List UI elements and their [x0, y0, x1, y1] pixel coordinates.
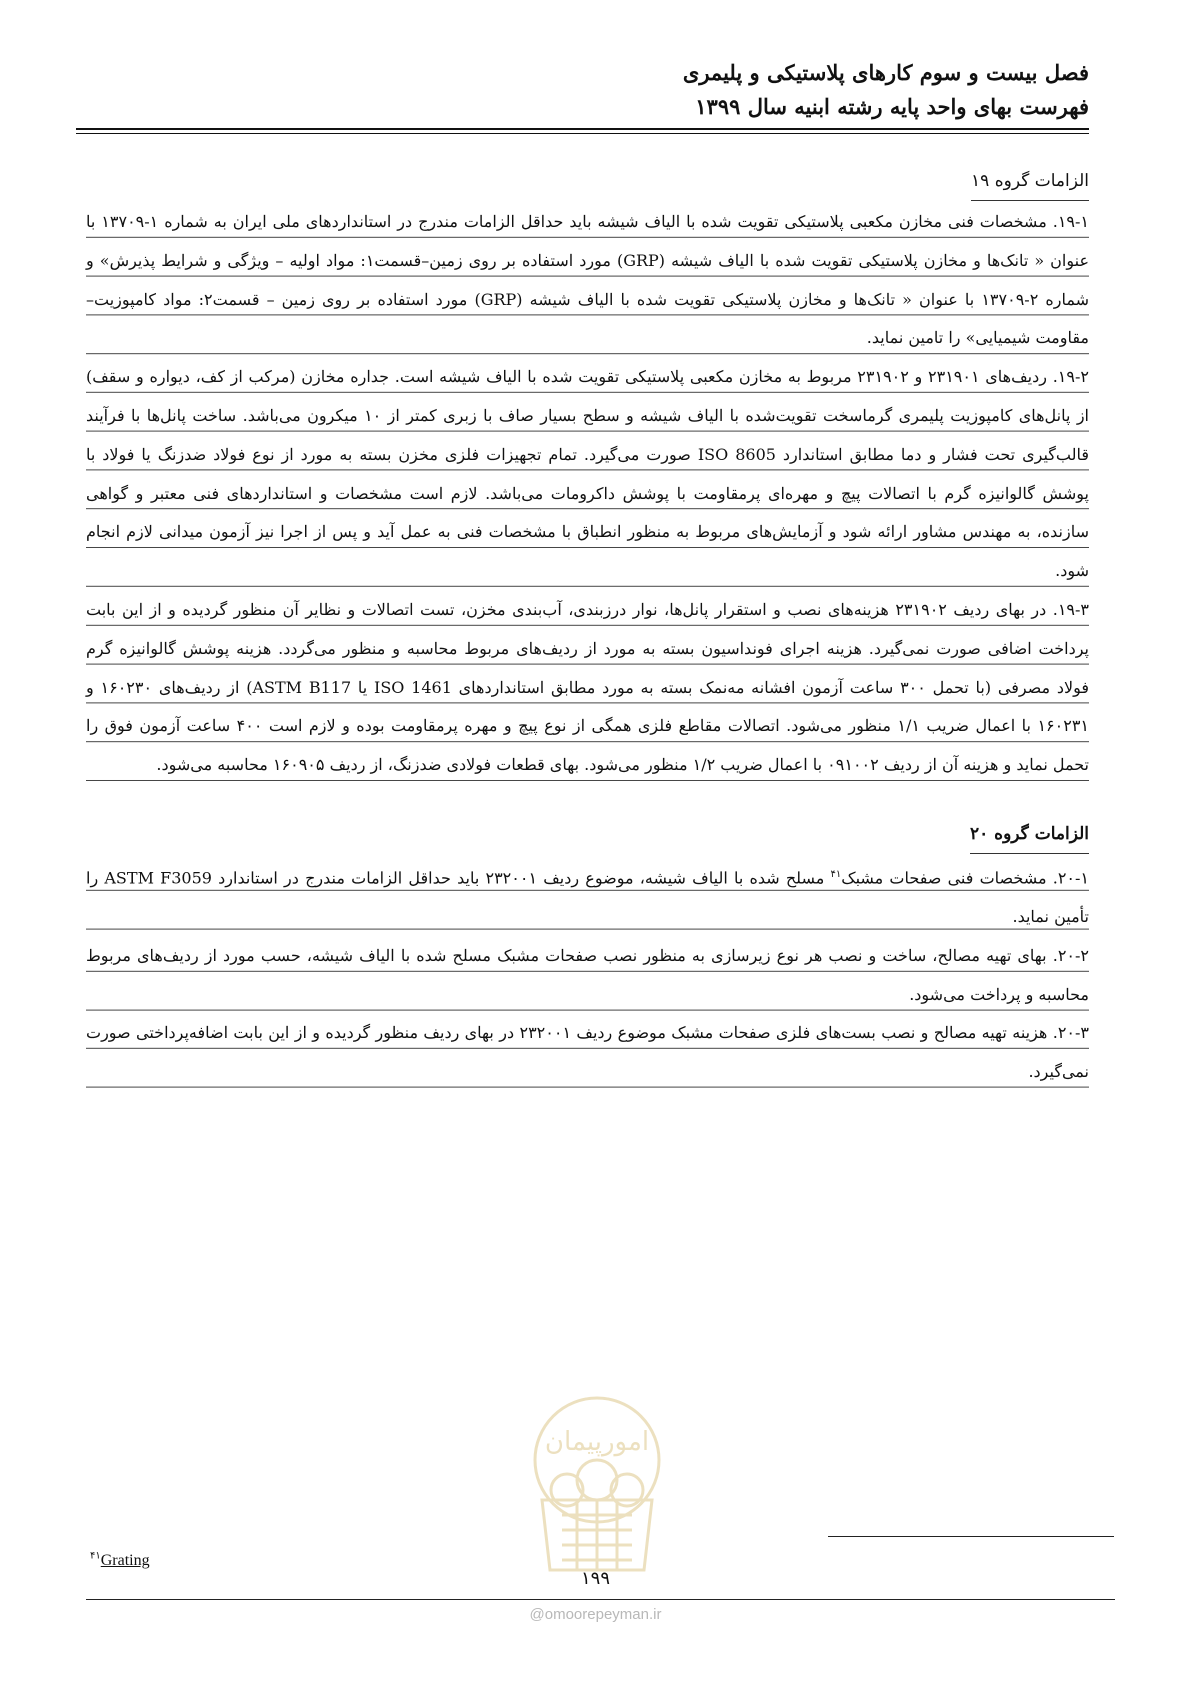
document-body: [86, 162, 1089, 1092]
footnote: [90, 1550, 150, 1570]
footnote-number: ۴۱: [90, 1550, 101, 1562]
paragraph-19-3: ۱۹-۳. در بهای ردیف ۲۳۱۹۰۲ هزینه‌های نصب و استقرار پانل‌ها، نوار درزبندی، آب‌بندی مخزن، تست اتصالات و نظایر آن منظور گردیده و از این بابت پرداخت اضافی صورت نمی‌گیرد. هزینه اجرای فونداسیون بسته به مورد از ردیف‌های مربوط محاسبه و منظور می‌گردد. هزینه پوشش گالوانیزه گرم فولاد مصرفی (با تحمل ۳۰۰ ساعت آزمون افشانه مه‌نمک بسته به مورد مطابق استانداردهای ISO 1461 یا ASTM B117) از ردیف‌های ۱۶۰۲۳۰ و ۱۶۰۲۳۱ با اعمال ضریب ۱/۱ منظور می‌شود. اتصالات مقاطع فلزی همگی از نوع پیچ و مهره پرمقاومت بوده و لازم است ۴۰۰ ساعت آزمون فوق را تحمل نماید و هزینه آن از ردیف ۰۹۱۰۰۲ با اعمال ضریب ۱/۲ منظور می‌شود. بهای قطعات فولادی ضدزنگ، از ردیف ۱۶۰۹۰۵ محاسبه می‌شود.: [86, 591, 1089, 785]
paragraph-19-2: ۱۹-۲. ردیف‌های ۲۳۱۹۰۱ و ۲۳۱۹۰۲ مربوط به مخازن مکعبی پلاستیکی تقویت شده با الیاف شیشه است. جداره مخازن (مرکب از کف، دیواره و سقف) از پانل‌های کامپوزیت پلیمری گرماسخت تقویت‌شده با الیاف شیشه و سطح بسیار صاف با زبری کمتر از ۱۰ میکرون می‌باشد. ساخت پانل‌ها با فرآیند قالب‌گیری تحت فشار و دما مطابق استاندارد ISO 8605 صورت می‌گیرد. تمام تجهیزات فلزی مخزن بسته به مورد از نوع فولاد ضدزنگ یا فولاد با پوشش گالوانیزه گرم با اتصالات پیچ و مهره‌ای پرمقاومت با پوشش داکرومات می‌باشد. لازم است مشخصات و استانداردهای فنی معتبر و گواهی سازنده، به مهندس مشاور ارائه شود و آزمایش‌های مربوط به منظور انطباق با مشخصات فنی به عمل آید و پس از اجرا نیز آزمون میدانی لازم انجام شود.: [86, 358, 1089, 591]
paragraph-20-3: ۲۰-۳. هزینه تهیه مصالح و نصب بست‌های فلزی صفحات مشبک موضوع ردیف ۲۳۲۰۰۱ در بهای ردیف منظور گردیده و از این بابت اضافه‌پرداختی صورت نمی‌گیرد.: [86, 1014, 1089, 1092]
header-rule-thick: [76, 128, 1089, 130]
footer-rule: [86, 1599, 1115, 1600]
page-number: ۱۹۹: [580, 1568, 610, 1589]
paragraph-20-1: [86, 856, 1089, 937]
footnote-ref[interactable]: ۴۱: [830, 868, 842, 880]
footnote-text: Grating: [100, 1552, 150, 1569]
price-list-title: فهرست بهای واحد پایه رشته ابنیه سال ۱۳۹۹: [695, 94, 1089, 119]
watermark-site: @omoorepeyman.ir: [529, 1606, 662, 1623]
section-gap: [86, 785, 1089, 815]
paragraph-20-1-rest: مسلح شده با الیاف شیشه، موضوع ردیف ۲۳۲۰۰۱ باید حداقل الزامات مندرج در استاندارد ASTM F3059 را تأمین نماید.: [86, 868, 1089, 927]
paragraph-19-1: ۱۹-۱. مشخصات فنی مخازن مکعبی پلاستیکی تقویت شده با الیاف شیشه باید حداقل الزامات مندرج در استانداردهای ملی ایران به شماره ۱-۱۳۷۰۹ با عنوان « تانک‌ها و مخازن پلاستیکی تقویت شده با الیاف شیشه (GRP) مورد استفاده بر روی زمین–قسمت۱: مواد اولیه – ویژگی و شرایط پذیرش» و شماره ۲-۱۳۷۰۹ با عنوان « تانک‌ها و مخازن پلاستیکی تقویت شده با الیاف شیشه (GRP) مورد استفاده بر روی زمین – قسمت۲: مواد کامپوزیت– مقاومت شیمیایی» را تامین نماید.: [86, 203, 1089, 358]
watermark-logo-text: امورپیمان: [544, 1427, 650, 1457]
group19-heading: الزامات گروه ۱۹: [971, 162, 1089, 201]
page-header: [76, 56, 1089, 124]
paragraph-20-1-start: ۲۰-۱. مشخصات فنی صفحات مشبک: [841, 868, 1090, 888]
paragraph-20-2: ۲۰-۲. بهای تهیه مصالح، ساخت و نصب هر نوع زیرسازی به منظور نصب صفحات مشبک مسلح شده با الیاف شیشه، حسب مورد از ردیف‌های مربوط محاسبه و پرداخت می‌شود.: [86, 937, 1089, 1015]
chapter-title: فصل بیست و سوم کارهای پلاستیکی و پلیمری: [682, 60, 1089, 85]
group20-heading: الزامات گروه ۲۰: [970, 815, 1089, 854]
footnote-separator: [828, 1536, 1114, 1537]
header-rule-thin: [76, 133, 1089, 134]
watermark-logo: [512, 1380, 682, 1595]
